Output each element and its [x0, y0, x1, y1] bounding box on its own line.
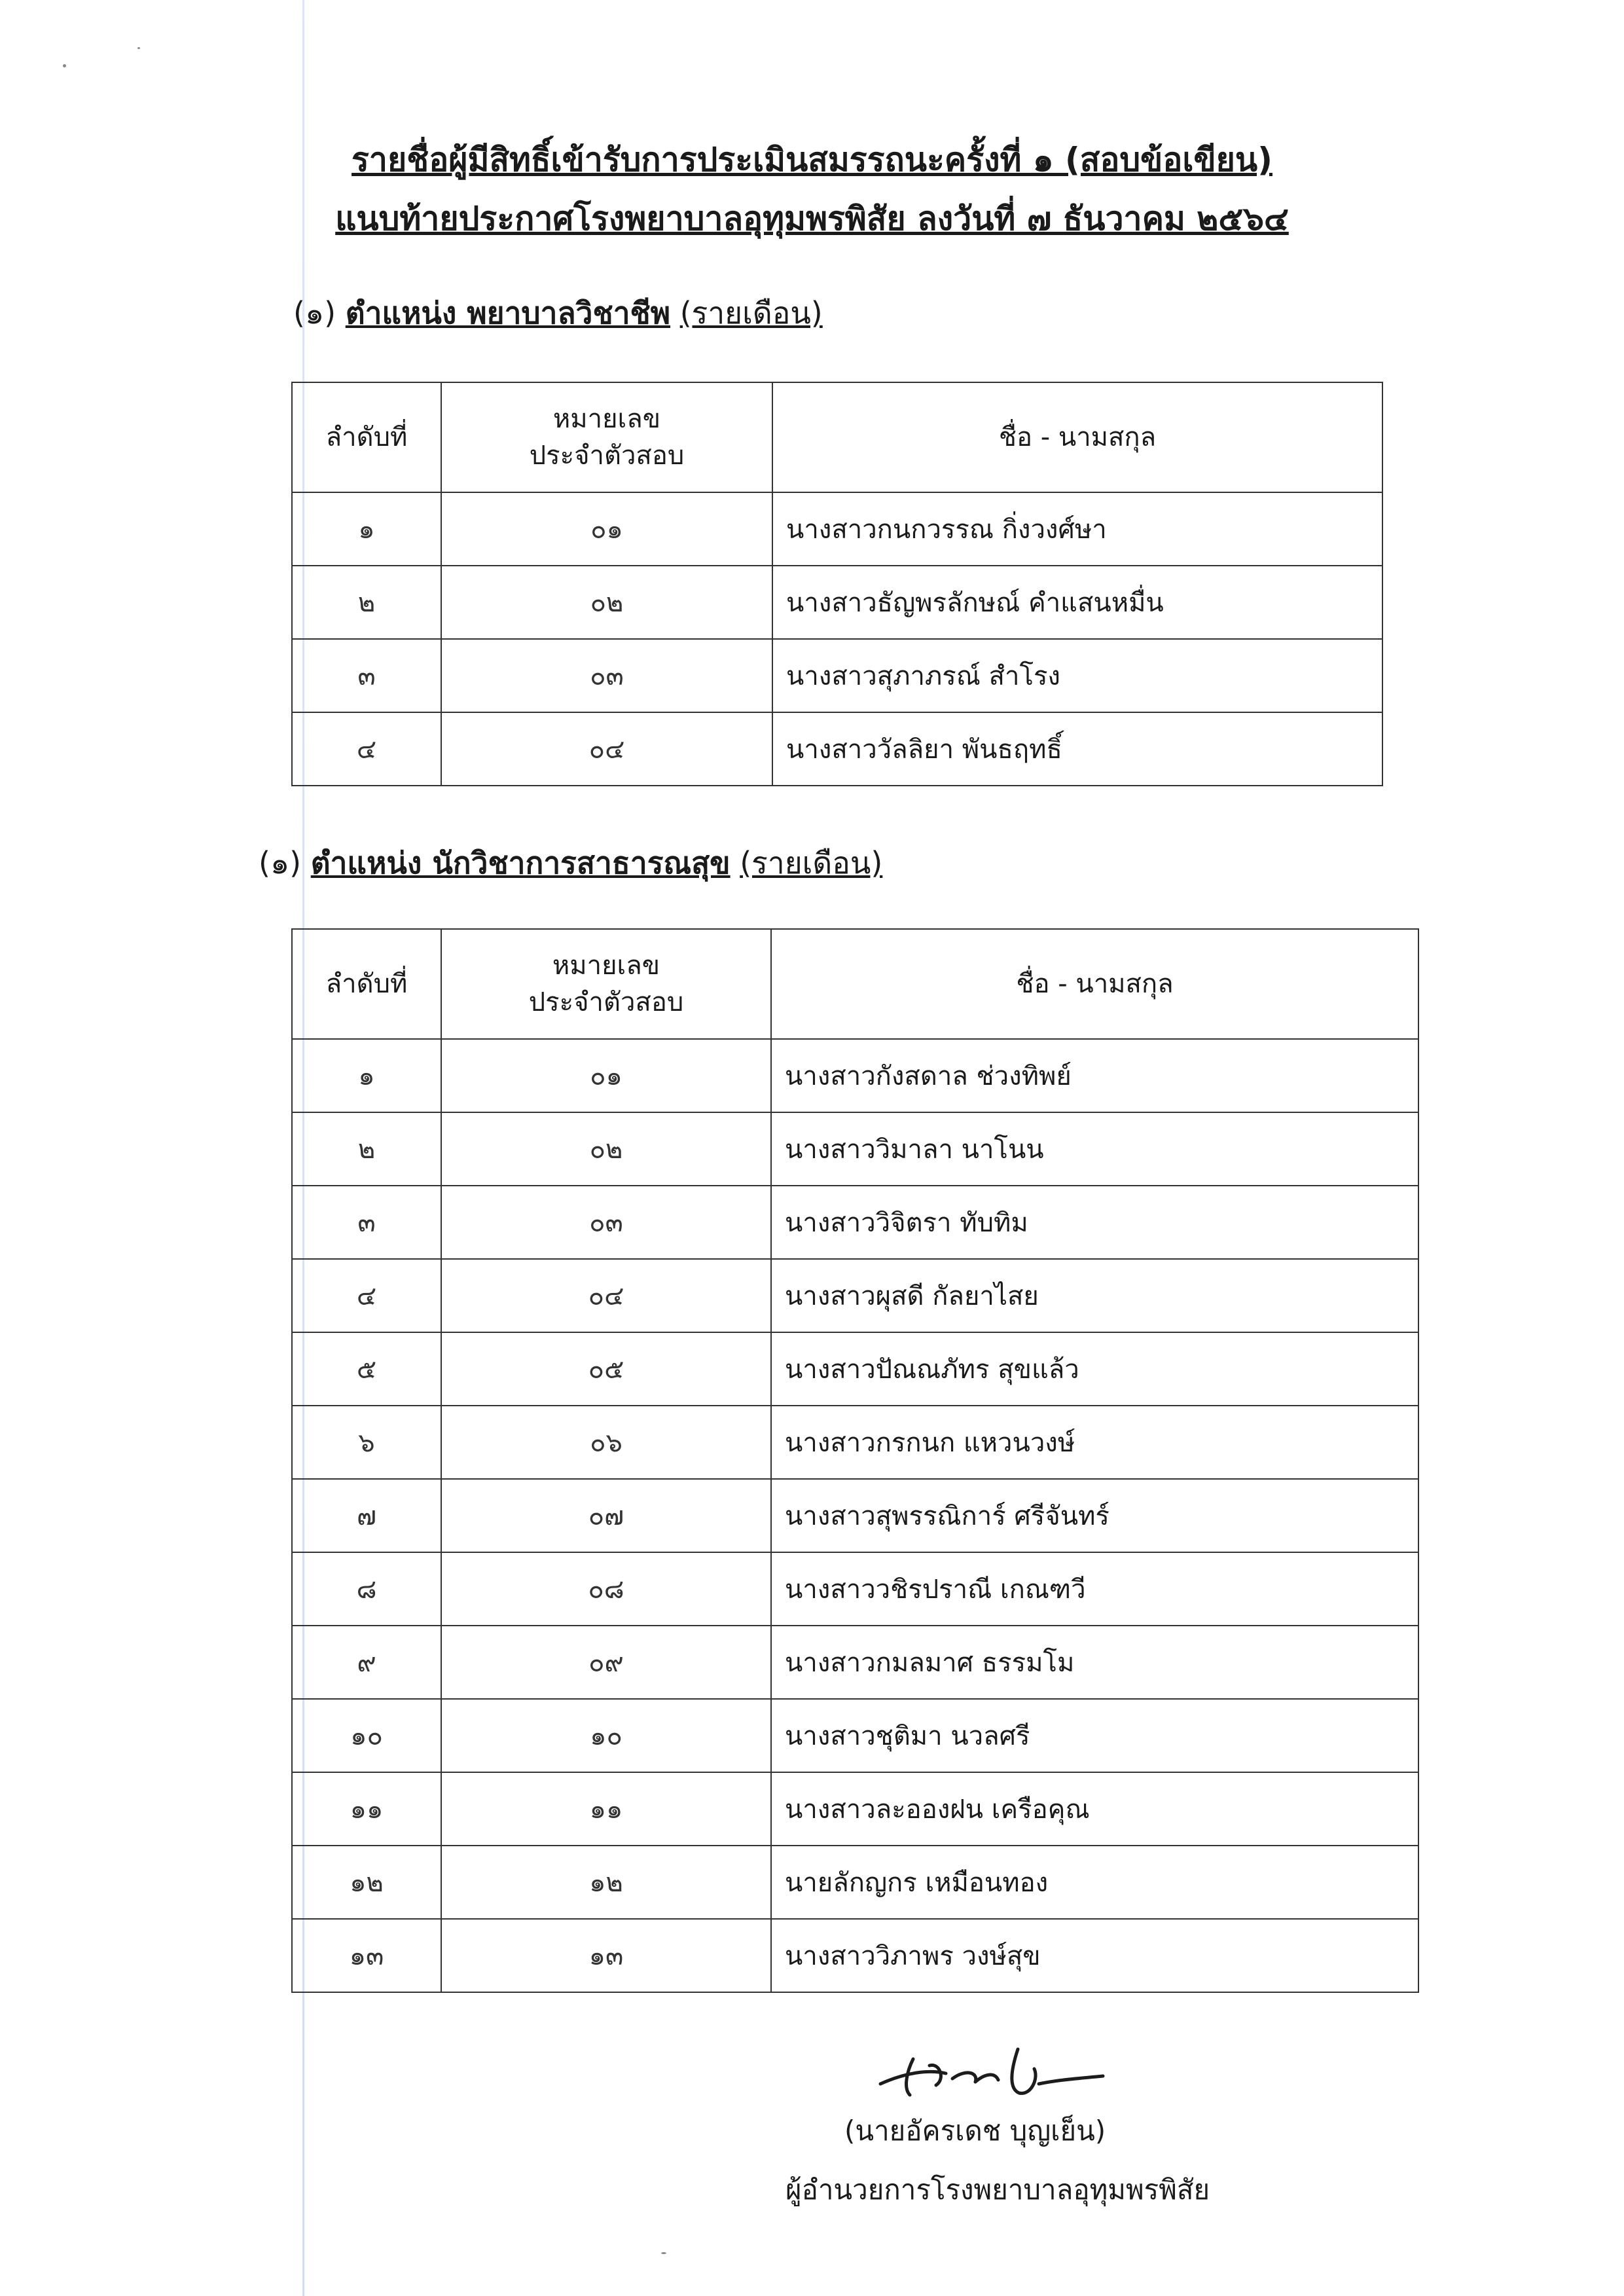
table-header-row	[292, 382, 1382, 492]
section2-number: (๑)	[259, 845, 302, 881]
header-name: ชื่อ - นามสกุล	[772, 382, 1382, 492]
section2-table	[291, 928, 1419, 1993]
table-row	[292, 1626, 1418, 1699]
cell-exam-id: ๑๐	[441, 1699, 771, 1772]
header-order: ลำดับที่	[292, 382, 441, 492]
table-row	[292, 712, 1382, 786]
cell-exam-id: ๐๗	[441, 1479, 771, 1552]
cell-exam-id: ๐๕	[441, 1332, 771, 1406]
cell-name: นางสาววิจิตรา ทับทิม	[771, 1186, 1418, 1259]
cell-name: นางสาววิภาพร วงษ์สุข	[771, 1919, 1418, 1992]
cell-order: ๘	[292, 1552, 441, 1626]
cell-order: ๑๓	[292, 1919, 441, 1992]
table-row	[292, 492, 1382, 566]
cell-name: นางสาวสุพรรณิการ์ ศรีจันทร์	[771, 1479, 1418, 1552]
cell-order: ๔	[292, 712, 441, 786]
header-exam-id	[441, 382, 772, 492]
handwritten-signature	[867, 2033, 1129, 2105]
cell-order: ๓	[292, 639, 441, 712]
cell-exam-id: ๐๘	[441, 1552, 771, 1626]
cell-exam-id: ๐๙	[441, 1626, 771, 1699]
signer-title: ผู้อำนวยการโรงพยาบาลอุทุมพรพิสัย	[785, 2174, 1210, 2206]
cell-exam-id: ๐๓	[441, 1186, 771, 1259]
cell-name: นางสาวสุภาภรณ์ สำโรง	[772, 639, 1382, 712]
cell-order: ๙	[292, 1626, 441, 1699]
cell-name: นางสาวกรกนก แหวนวงษ์	[771, 1406, 1418, 1479]
cell-name: นางสาววชิรปราณี เกณฑวี	[771, 1552, 1418, 1626]
cell-name: นางสาวละอองฝน เครือคุณ	[771, 1772, 1418, 1846]
cell-order: ๒	[292, 1112, 441, 1186]
cell-exam-id: ๐๔	[441, 1259, 771, 1332]
section1-table	[291, 382, 1383, 786]
table-header-row	[292, 929, 1418, 1039]
cell-name: นางสาววิมาลา นาโนน	[771, 1112, 1418, 1186]
table-row	[292, 1039, 1418, 1112]
section2-pay-type: (รายเดือน)	[740, 845, 883, 881]
cell-order: ๑๑	[292, 1772, 441, 1846]
cell-exam-id: ๐๒	[441, 566, 772, 639]
scan-speck	[63, 64, 66, 67]
header-order: ลำดับที่	[292, 929, 441, 1039]
table-row	[292, 639, 1382, 712]
cell-order: ๑๒	[292, 1846, 441, 1919]
signer-name: (นายอัครเดช บุญเย็น)	[844, 2115, 1106, 2147]
table-row	[292, 1112, 1418, 1186]
cell-exam-id: ๐๔	[441, 712, 772, 786]
scan-speck	[137, 47, 140, 49]
cell-name: นางสาวกนกวรรณ กิ่งวงศ์ษา	[772, 492, 1382, 566]
document-title-line2: แนบท้ายประกาศโรงพยาบาลอุทุมพรพิสัย ลงวันที่ ๗ ธันวาคม ๒๕๖๔	[335, 200, 1289, 238]
document-title-line1: รายชื่อผู้มีสิทธิ์เข้ารับการประเมินสมรรถนะครั้งที่ ๑ (สอบข้อเขียน)	[352, 141, 1272, 179]
section1-heading	[293, 289, 823, 337]
cell-order: ๓	[292, 1186, 441, 1259]
cell-order: ๑	[292, 492, 441, 566]
table-row	[292, 1186, 1418, 1259]
table-row	[292, 566, 1382, 639]
cell-exam-id: ๐๓	[441, 639, 772, 712]
header-exam-id-line2: ประจำตัวสอบ	[528, 987, 684, 1017]
table-row	[292, 1772, 1418, 1846]
section1-position: ตำแหน่ง พยาบาลวิชาชีพ	[345, 295, 671, 331]
scan-speck	[661, 2252, 666, 2254]
cell-name: นางสาวปัณณภัทร สุขแล้ว	[771, 1332, 1418, 1406]
cell-order: ๑	[292, 1039, 441, 1112]
section1-number: (๑)	[293, 295, 336, 331]
header-name: ชื่อ - นามสกุล	[771, 929, 1418, 1039]
cell-order: ๔	[292, 1259, 441, 1332]
cell-name: นางสาวธัญพรลักษณ์ คำแสนหมื่น	[772, 566, 1382, 639]
cell-exam-id: ๑๓	[441, 1919, 771, 1992]
cell-name: นางสาววัลลิยา พันธฤทธิ์	[772, 712, 1382, 786]
table-row	[292, 1846, 1418, 1919]
section2-heading	[259, 839, 882, 887]
cell-order: ๕	[292, 1332, 441, 1406]
cell-exam-id: ๐๒	[441, 1112, 771, 1186]
table-row	[292, 1919, 1418, 1992]
cell-name: นางสาวผุสดี กัลยาไสย	[771, 1259, 1418, 1332]
cell-exam-id: ๑๒	[441, 1846, 771, 1919]
cell-name: นายลักญกร เหมือนทอง	[771, 1846, 1418, 1919]
table-row	[292, 1406, 1418, 1479]
section1-pay-type: (รายเดือน)	[679, 295, 823, 331]
cell-exam-id: ๐๑	[441, 1039, 771, 1112]
cell-name: นางสาวกมลมาศ ธรรมโม	[771, 1626, 1418, 1699]
cell-exam-id: ๐๖	[441, 1406, 771, 1479]
cell-order: ๖	[292, 1406, 441, 1479]
section2-position: ตำแหน่ง นักวิชาการสาธารณสุข	[310, 845, 731, 881]
table-row	[292, 1699, 1418, 1772]
header-exam-id-line1: หมายเลข	[552, 951, 660, 981]
cell-order: ๗	[292, 1479, 441, 1552]
cell-exam-id: ๑๑	[441, 1772, 771, 1846]
cell-name: นางสาวกังสดาล ช่วงทิพย์	[771, 1039, 1418, 1112]
header-exam-id-line2: ประจำตัวสอบ	[529, 441, 685, 471]
table-row	[292, 1552, 1418, 1626]
cell-exam-id: ๐๑	[441, 492, 772, 566]
table-row	[292, 1259, 1418, 1332]
header-exam-id-line1: หมายเลข	[552, 404, 661, 434]
table-row	[292, 1479, 1418, 1552]
header-exam-id	[441, 929, 771, 1039]
cell-name: นางสาวชุติมา นวลศรี	[771, 1699, 1418, 1772]
cell-order: ๒	[292, 566, 441, 639]
cell-order: ๑๐	[292, 1699, 441, 1772]
table-row	[292, 1332, 1418, 1406]
